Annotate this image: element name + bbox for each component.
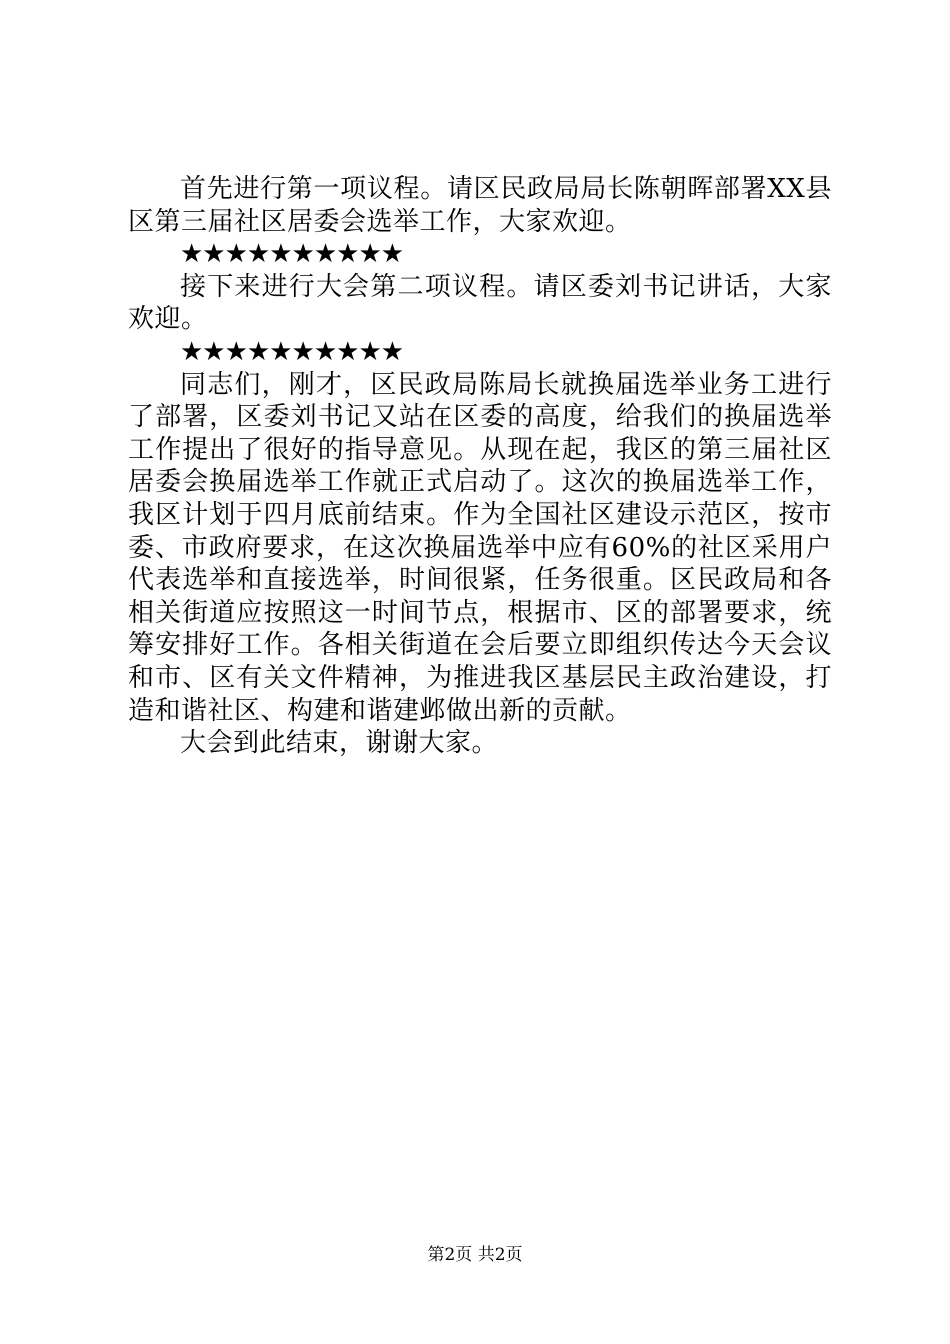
paragraph-agenda-item-1: 首先进行第一项议程。请区民政局局长陈朝晖部署XX县区第三届社区居委会选举工作，大家欢迎。: [128, 174, 832, 237]
paragraph-agenda-item-2: 接下来进行大会第二项议程。请区委刘书记讲话，大家欢迎。: [128, 271, 832, 335]
page-number-label: 第2页 共2页: [427, 1245, 523, 1265]
paragraph-meeting-end: 大会到此结束，谢谢大家。: [180, 728, 499, 759]
star-divider: ★★★★★★★★★★: [180, 239, 404, 270]
star-divider: ★★★★★★★★★★: [180, 336, 404, 367]
page-footer: [0, 1244, 950, 1266]
paragraph-closing-remarks: 同志们，刚才，区民政局陈局长就换届选举业务工进行了部署，区委刘书记又站在区委的高度，给我们的换届选举工作提出了很好的指导意见。从现在起，我区的第三届社区居委会换届选举工作就正式启动了。这次的换届选举工作，我区计划于四月底前结束。作为全国社区建设示范区，按市委、市政府要求，在这次换届选举中应有60%的社区采用户代表选举和直接选举，时间很紧，任务很重。区民政局和各相关街道应按照这一时间节点，根据市、区的部署要求，统筹安排好工作。各相关街道在会后要立即组织传达今天会议和市、区有关文件精神，为推进我区基层民主政治建设，打造和谐社区、构建和谐建邺做出新的贡献。: [128, 369, 832, 726]
document-body: [128, 173, 832, 760]
